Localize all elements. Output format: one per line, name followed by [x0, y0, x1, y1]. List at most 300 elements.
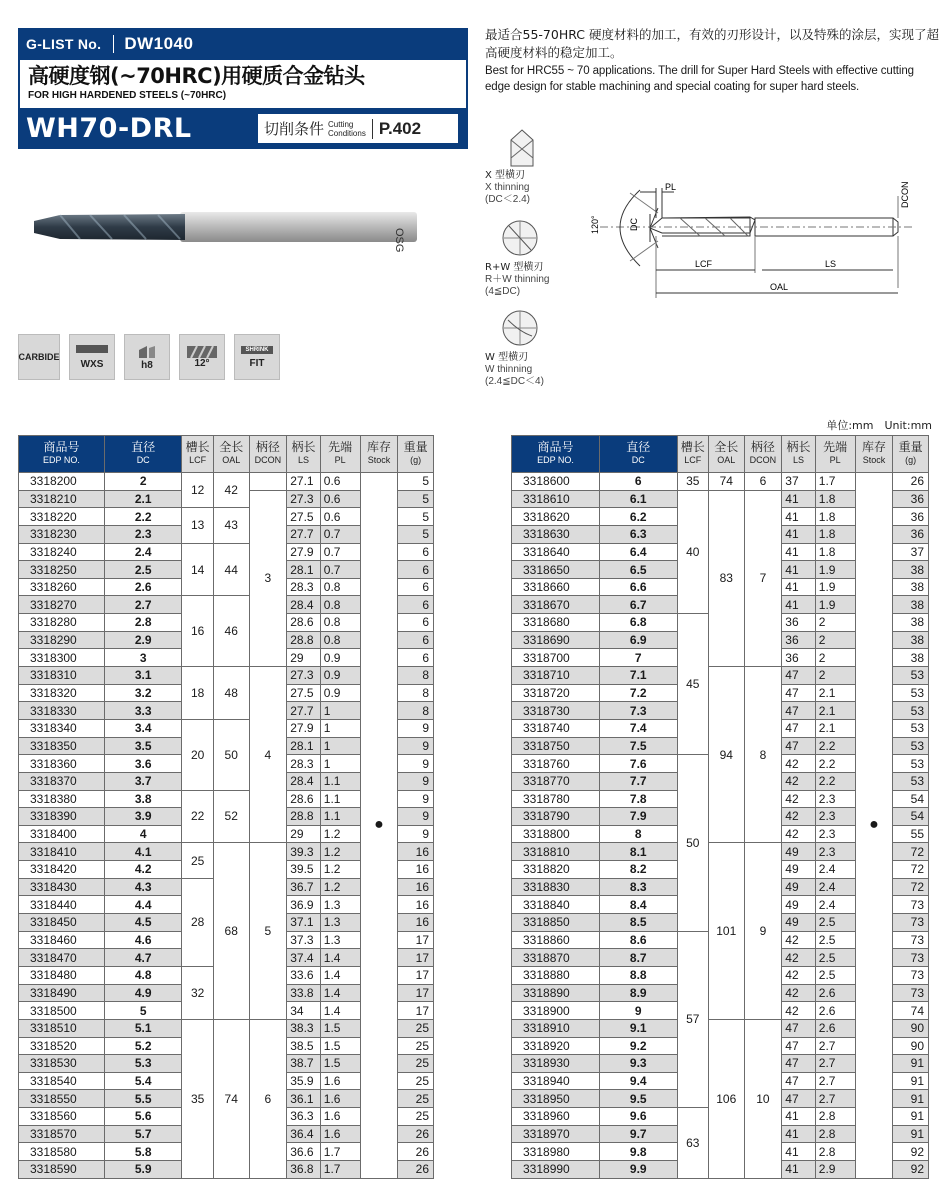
ls-value: 37.4 [287, 949, 321, 967]
ls-value: 36 [782, 631, 816, 649]
diameter-value: 5.1 [104, 1019, 182, 1037]
ls-value: 49 [782, 896, 816, 914]
column-header-en: PL [334, 455, 346, 465]
weight-value: 72 [893, 878, 929, 896]
edp-number: 3318390 [19, 808, 105, 826]
ls-value: 36.8 [287, 1160, 321, 1178]
weight-value: 38 [893, 649, 929, 667]
edp-number: 3318640 [512, 543, 600, 561]
column-header-cn: 直径 [626, 440, 651, 454]
pl-value: 2.6 [815, 1002, 855, 1020]
edp-number: 3318960 [512, 1108, 600, 1126]
helix-angle-icon [187, 346, 217, 358]
ls-value: 36.3 [287, 1108, 321, 1126]
weight-value: 73 [893, 896, 929, 914]
weight-value: 53 [893, 702, 929, 720]
weight-value: 53 [893, 755, 929, 773]
column-header-cn: 先端 [328, 440, 353, 454]
edp-number: 3318650 [512, 561, 600, 579]
pl-value: 2.4 [815, 861, 855, 879]
edp-number: 3318770 [512, 772, 600, 790]
conditions-en-1: Cutting [328, 119, 354, 129]
ls-value: 42 [782, 1002, 816, 1020]
pl-value: 2.5 [815, 931, 855, 949]
diameter-value: 2.6 [104, 578, 182, 596]
edp-number: 3318350 [19, 737, 105, 755]
pl-value: 1 [320, 719, 360, 737]
diameter-value: 9 [600, 1002, 678, 1020]
diameter-value: 5.5 [104, 1090, 182, 1108]
edp-number: 3318870 [512, 949, 600, 967]
diameter-value: 7.4 [600, 719, 678, 737]
diameter-value: 4.6 [104, 931, 182, 949]
column-header-cn: 库存 [861, 440, 886, 454]
ls-value: 47 [782, 1019, 816, 1037]
edp-number: 3318560 [19, 1108, 105, 1126]
weight-value: 55 [893, 825, 929, 843]
thinning-range: (DC＜2.4) [485, 194, 531, 205]
pl-value: 2.6 [815, 984, 855, 1002]
pl-value: 0.9 [320, 649, 360, 667]
pl-value: 2.1 [815, 702, 855, 720]
ls-value: 35.9 [287, 1072, 321, 1090]
weight-value: 38 [893, 631, 929, 649]
edp-number: 3318930 [512, 1055, 600, 1073]
edp-number: 3318760 [512, 755, 600, 773]
column-header [287, 436, 321, 473]
ls-value: 41 [782, 490, 816, 508]
diameter-value: 2.7 [104, 596, 182, 614]
pl-value: 1.4 [320, 966, 360, 984]
edp-number: 3318730 [512, 702, 600, 720]
pl-value: 1.7 [320, 1143, 360, 1161]
glist-code: DW1040 [124, 34, 194, 53]
column-header-en: DCON [254, 455, 282, 465]
weight-value: 74 [893, 1002, 929, 1020]
pl-value: 1.8 [815, 490, 855, 508]
diameter-value: 8.1 [600, 843, 678, 861]
tolerance-badge [124, 334, 170, 380]
weight-value: 26 [893, 473, 929, 491]
weight-value: 38 [893, 614, 929, 632]
ls-value: 47 [782, 1037, 816, 1055]
edp-number: 3318700 [512, 649, 600, 667]
ls-value: 27.7 [287, 525, 321, 543]
weight-value: 91 [893, 1055, 929, 1073]
description-en: Best for HRC55 ~ 70 applications. The drill for Super Hard Steels with effective cutting edge design for stable machining and special coating for super hard steels. [485, 65, 914, 93]
weight-value: 17 [398, 949, 434, 967]
weight-value: 17 [398, 931, 434, 949]
model-name: WH70-DRL [26, 113, 192, 144]
ls-value: 36.7 [287, 878, 321, 896]
table-header-row [19, 436, 434, 473]
pl-value: 0.7 [320, 543, 360, 561]
column-header-en: DC [136, 455, 150, 465]
diameter-value: 6.1 [600, 490, 678, 508]
diameter-value: 4.5 [104, 914, 182, 932]
column-header-en: EDP NO. [43, 455, 80, 465]
lcf-value: 20 [182, 719, 213, 790]
ls-value: 42 [782, 966, 816, 984]
description-cn: 最适合55-70HRC 硬度材料的加工，有效的刃形设计，以及特殊的涂层，实现了超高硬度材料的稳定加工。 [485, 27, 939, 60]
column-header-cn: 柄长 [786, 440, 811, 454]
ls-value: 27.7 [287, 702, 321, 720]
column-header-cn: 柄径 [750, 440, 775, 454]
weight-value: 72 [893, 861, 929, 879]
ls-value: 28.6 [287, 614, 321, 632]
column-header-en: PL [829, 455, 841, 465]
weight-value: 53 [893, 684, 929, 702]
diameter-value: 4.3 [104, 878, 182, 896]
diameter-value: 9.1 [600, 1019, 678, 1037]
column-header [320, 436, 360, 473]
diameter-value: 7 [600, 649, 678, 667]
weight-value: 25 [398, 1019, 434, 1037]
diameter-value: 2.5 [104, 561, 182, 579]
column-header [512, 436, 600, 473]
thinning-en: R＋W thinning [485, 274, 550, 285]
thinning-en: W thinning [485, 364, 533, 375]
diameter-value: 8.9 [600, 984, 678, 1002]
ls-value: 47 [782, 667, 816, 685]
edp-number: 3318720 [512, 684, 600, 702]
weight-value: 25 [398, 1055, 434, 1073]
edp-number: 3318590 [19, 1160, 105, 1178]
lcf-value: 35 [677, 473, 708, 491]
oal-label: OAL [770, 282, 789, 292]
diameter-value: 7.3 [600, 702, 678, 720]
weight-value: 25 [398, 1072, 434, 1090]
product-header [18, 28, 468, 149]
weight-value: 9 [398, 737, 434, 755]
edp-number: 3318230 [19, 525, 105, 543]
drill-product-image [20, 198, 420, 258]
weight-value: 91 [893, 1090, 929, 1108]
pl-value: 2.2 [815, 772, 855, 790]
column-header-en: (g) [410, 455, 422, 465]
weight-value: 72 [893, 843, 929, 861]
ls-value: 42 [782, 755, 816, 773]
weight-value: 38 [893, 596, 929, 614]
pl-value: 2.1 [815, 719, 855, 737]
diameter-value: 7.6 [600, 755, 678, 773]
column-header-cn: 全长 [714, 440, 739, 454]
weight-value: 73 [893, 931, 929, 949]
oal-value: 74 [213, 1019, 249, 1178]
pl-value: 1.2 [320, 825, 360, 843]
diameter-value: 9.4 [600, 1072, 678, 1090]
column-header-cn: 商品号 [43, 440, 80, 454]
stock-indicator: ● [855, 473, 893, 1179]
edp-number: 3318550 [19, 1090, 105, 1108]
edp-number: 3318740 [512, 719, 600, 737]
edp-number: 3318570 [19, 1125, 105, 1143]
column-header-en: OAL [222, 455, 241, 465]
header-model-bar [18, 108, 468, 149]
weight-value: 8 [398, 667, 434, 685]
pl-value: 2.8 [815, 1125, 855, 1143]
lcf-value: 50 [677, 755, 708, 931]
pl-value: 1.6 [320, 1090, 360, 1108]
pl-value: 1.1 [320, 772, 360, 790]
edp-number: 3318200 [19, 473, 105, 491]
lcf-value: 14 [182, 543, 213, 596]
ls-value: 29 [287, 825, 321, 843]
diameter-value: 8.7 [600, 949, 678, 967]
column-header-cn: 直径 [131, 440, 156, 454]
weight-value: 26 [398, 1160, 434, 1178]
column-header-en: Stock [862, 455, 886, 465]
column-header [213, 436, 249, 473]
column-header-en: LS [298, 455, 310, 465]
weight-value: 6 [398, 596, 434, 614]
pl-value: 1.6 [320, 1125, 360, 1143]
column-header-cn: 先端 [823, 440, 848, 454]
diameter-value: 4.9 [104, 984, 182, 1002]
edp-number: 3318630 [512, 525, 600, 543]
weight-value: 26 [398, 1143, 434, 1161]
weight-value: 17 [398, 984, 434, 1002]
edp-number: 3318220 [19, 508, 105, 526]
weight-value: 16 [398, 861, 434, 879]
pl-value: 1 [320, 737, 360, 755]
pl-value: 0.6 [320, 473, 360, 491]
diameter-value: 6.8 [600, 614, 678, 632]
diameter-value: 5.9 [104, 1160, 182, 1178]
column-header [815, 436, 855, 473]
pl-value: 0.7 [320, 525, 360, 543]
column-header [677, 436, 708, 473]
lcf-label: LCF [695, 259, 713, 269]
edp-number: 3318660 [512, 578, 600, 596]
pl-value: 2.5 [815, 949, 855, 967]
pl-value: 2.7 [815, 1072, 855, 1090]
pl-value: 1.1 [320, 808, 360, 826]
weight-value: 73 [893, 949, 929, 967]
shank-tolerance-icon [137, 344, 157, 360]
title-english: FOR HIGH HARDENED STEELS (~70HRC) [28, 90, 227, 101]
diameter-value: 5.3 [104, 1055, 182, 1073]
edp-number: 3318290 [19, 631, 105, 649]
pl-value: 1.3 [320, 931, 360, 949]
pl-value: 1.9 [815, 561, 855, 579]
weight-value: 90 [893, 1037, 929, 1055]
edp-number: 3318890 [512, 984, 600, 1002]
pl-value: 1.5 [320, 1055, 360, 1073]
pl-value: 2 [815, 667, 855, 685]
edp-number: 3318300 [19, 649, 105, 667]
column-header-cn: 库存 [366, 440, 391, 454]
edp-number: 3318900 [512, 1002, 600, 1020]
ls-value: 42 [782, 931, 816, 949]
edp-number: 3318380 [19, 790, 105, 808]
ls-value: 27.9 [287, 543, 321, 561]
ls-value: 27.9 [287, 719, 321, 737]
edp-number: 3318310 [19, 667, 105, 685]
conditions-cn: 切削条件 [264, 120, 325, 138]
ls-value: 27.1 [287, 473, 321, 491]
ls-value: 36 [782, 614, 816, 632]
diameter-value: 6.6 [600, 578, 678, 596]
edp-number: 3318520 [19, 1037, 105, 1055]
edp-number: 3318780 [512, 790, 600, 808]
dcon-label: DCON [900, 181, 910, 208]
diameter-value: 3.6 [104, 755, 182, 773]
ls-value: 47 [782, 737, 816, 755]
table-row[interactable] [512, 473, 929, 491]
dcon-value: 9 [744, 843, 782, 1019]
oal-value: 43 [213, 508, 249, 543]
column-header-en: EDP NO. [537, 455, 574, 465]
ls-value: 41 [782, 1108, 816, 1126]
edp-number: 3318270 [19, 596, 105, 614]
edp-number: 3318580 [19, 1143, 105, 1161]
dcon-value: 8 [744, 667, 782, 843]
edp-number: 3318880 [512, 966, 600, 984]
ls-value: 36 [782, 649, 816, 667]
oal-value: 83 [708, 490, 744, 666]
pl-value: 2 [815, 649, 855, 667]
ls-value: 28.3 [287, 578, 321, 596]
diameter-value: 2 [104, 473, 182, 491]
ls-value: 41 [782, 525, 816, 543]
dcon-value: 7 [744, 490, 782, 666]
pl-value: 1.6 [320, 1108, 360, 1126]
shrink-fit-badge [234, 334, 280, 380]
oal-value: 42 [213, 473, 249, 508]
pl-value: 1.7 [815, 473, 855, 491]
lcf-value: 16 [182, 596, 213, 667]
diameter-value: 3.4 [104, 719, 182, 737]
ls-value: 41 [782, 1160, 816, 1178]
column-header [360, 436, 398, 473]
ls-value: 28.1 [287, 737, 321, 755]
weight-value: 6 [398, 631, 434, 649]
ls-value: 28.8 [287, 808, 321, 826]
pl-value: 1.8 [815, 543, 855, 561]
x-thinning-icon [505, 128, 539, 168]
lcf-value: 45 [677, 614, 708, 755]
weight-value: 38 [893, 561, 929, 579]
diameter-value: 2.3 [104, 525, 182, 543]
diameter-value: 4 [104, 825, 182, 843]
lcf-value: 28 [182, 878, 213, 966]
pl-value: 1.9 [815, 578, 855, 596]
ls-value: 41 [782, 543, 816, 561]
oal-value: 48 [213, 667, 249, 720]
pl-label: PL [665, 182, 677, 192]
dcon-value [249, 473, 287, 491]
ls-value: 42 [782, 984, 816, 1002]
edp-number: 3318830 [512, 878, 600, 896]
diameter-value: 4.7 [104, 949, 182, 967]
oal-value: 44 [213, 543, 249, 596]
rw-thinning-icon [500, 216, 540, 260]
edp-number: 3318430 [19, 878, 105, 896]
weight-value: 26 [398, 1125, 434, 1143]
diameter-value: 9.5 [600, 1090, 678, 1108]
weight-value: 25 [398, 1108, 434, 1126]
weight-value: 6 [398, 614, 434, 632]
ls-value: 37.1 [287, 914, 321, 932]
lcf-value: 57 [677, 931, 708, 1107]
weight-value: 6 [398, 543, 434, 561]
ls-value: 39.3 [287, 843, 321, 861]
diameter-value: 3.7 [104, 772, 182, 790]
weight-value: 92 [893, 1143, 929, 1161]
ls-value: 36.9 [287, 896, 321, 914]
ls-value: 28.4 [287, 772, 321, 790]
pl-value: 2 [815, 614, 855, 632]
thinning-range: (4≦DC) [485, 286, 521, 297]
diameter-value: 6.4 [600, 543, 678, 561]
edp-number: 3318260 [19, 578, 105, 596]
header-divider [113, 35, 114, 53]
diameter-value: 3.5 [104, 737, 182, 755]
column-header-en: OAL [717, 455, 736, 465]
pl-value: 0.7 [320, 561, 360, 579]
ls-value: 37.3 [287, 931, 321, 949]
weight-value: 16 [398, 843, 434, 861]
ls-value: 42 [782, 790, 816, 808]
cutting-conditions-link[interactable] [258, 114, 458, 143]
diameter-value: 7.8 [600, 790, 678, 808]
edp-number: 3318910 [512, 1019, 600, 1037]
edp-number: 3318210 [19, 490, 105, 508]
pl-value: 2 [815, 631, 855, 649]
weight-value: 53 [893, 737, 929, 755]
edp-number: 3318620 [512, 508, 600, 526]
weight-value: 73 [893, 966, 929, 984]
oal-value: 46 [213, 596, 249, 667]
pl-value: 0.9 [320, 684, 360, 702]
diameter-value: 9.8 [600, 1143, 678, 1161]
product-description [485, 26, 940, 95]
edp-number: 3318250 [19, 561, 105, 579]
pl-value: 2.5 [815, 914, 855, 932]
diameter-value: 7.1 [600, 667, 678, 685]
edp-number: 3318920 [512, 1037, 600, 1055]
lcf-value: 25 [182, 843, 213, 878]
column-header-cn: 柄长 [291, 440, 316, 454]
table-row[interactable] [19, 473, 434, 491]
diameter-value: 9.9 [600, 1160, 678, 1178]
ls-value: 27.3 [287, 490, 321, 508]
weight-value: 17 [398, 1002, 434, 1020]
weight-value: 9 [398, 790, 434, 808]
ls-value: 38.7 [287, 1055, 321, 1073]
pl-value: 2.8 [815, 1143, 855, 1161]
dcon-value: 10 [744, 1019, 782, 1178]
diameter-value: 2.1 [104, 490, 182, 508]
ls-value: 39.5 [287, 861, 321, 879]
pl-value: 1.8 [815, 508, 855, 526]
edp-number: 3318670 [512, 596, 600, 614]
column-header-cn: 全长 [219, 440, 244, 454]
column-header-en: DCON [749, 455, 777, 465]
pl-value: 1.2 [320, 861, 360, 879]
edp-number: 3318800 [512, 825, 600, 843]
weight-value: 90 [893, 1019, 929, 1037]
weight-value: 5 [398, 490, 434, 508]
diameter-value: 6.3 [600, 525, 678, 543]
weight-value: 6 [398, 578, 434, 596]
edp-number: 3318980 [512, 1143, 600, 1161]
column-header-cn: 商品号 [537, 440, 574, 454]
thinning-cn: W 型横刃 [485, 352, 529, 363]
oal-value: 50 [213, 719, 249, 790]
edp-number: 3318450 [19, 914, 105, 932]
